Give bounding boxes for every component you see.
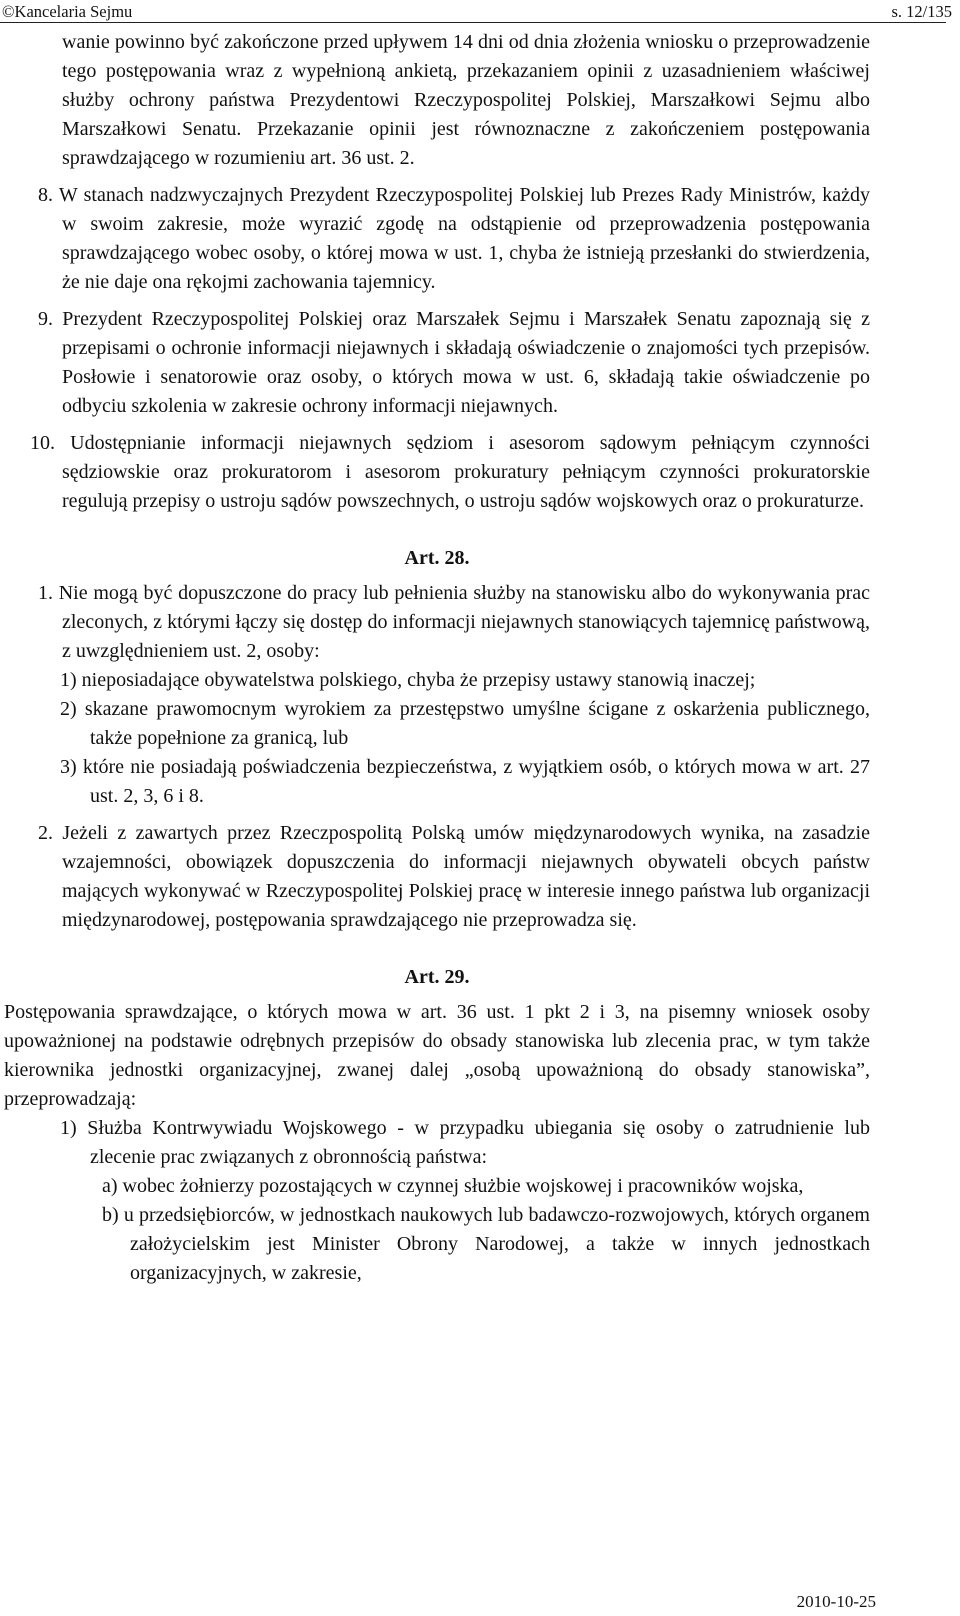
footer-date: 2010-10-25 <box>796 1592 876 1611</box>
art29-intro: Postępowania sprawdzające, o których mowa w art. 36 ust. 1 pkt 2 i 3, na pisemny wniosek osoby upoważnionej na podstawie odrębnych przepisów do obsady stanowiska lub zlecenia prac, w tym także kierownika jednostki organizacyjnej, zwanej dalej „osobą upoważnioną do obsady stanowiska”, przeprowadzają: <box>4 1001 870 1110</box>
article-29-title: Art. 29. <box>404 966 470 988</box>
art29-item-1b: b) u przedsiębiorców, w jednostkach naukowych lub badawczo-rozwojowych, których organem założycielskim jest Minister Obrony Narodowej, a także w innych jednostkach organizacyjnych, w zakresie, <box>102 1204 870 1284</box>
header-left: ©Kancelaria Sejmu <box>2 2 133 21</box>
continued-paragraph: wanie powinno być zakończone przed upływem 14 dni od dnia złożenia wniosku o przeprowadzenie tego postępowania wraz z wypełnioną ankietą, przekazaniem opinii z uzasadnieniem właściwej służby ochrony państwa Prezydentowi Rzeczypospolitej Polskiej, Marszałkowi Sejmu albo Marszałkowi Senatu. Przekazanie opinii jest równoznaczne z zakończeniem postępowania sprawdzającego w rozumieniu art. 36 ust. 2. <box>62 31 870 169</box>
art29-item-1: 1) Służba Kontrwywiadu Wojskowego - w przypadku ubiegania się osoby o zatrudnienie lub zlecenie prac związanych z obronnością państwa: <box>60 1117 870 1168</box>
art28-paragraph-1: 1. Nie mogą być dopuszczone do pracy lub pełnienia służby na stanowisku albo do wykonywania prac zleconych, z którymi łączy się dostęp do informacji niejawnych stanowiących tajemnicę państwową, z uwzględnieniem ust. 2, osoby: <box>38 582 870 662</box>
art28-item-3: 3) które nie posiadają poświadczenia bezpieczeństwa, z wyjątkiem osób, o których mowa w art. 27 ust. 2, 3, 6 i 8. <box>60 756 870 807</box>
article-28-title: Art. 28. <box>404 547 470 569</box>
art28-item-1: 1) nieposiadające obywatelstwa polskiego, chyba że przepisy ustawy stanowią inaczej; <box>60 669 756 691</box>
art28-paragraph-2: 2. Jeżeli z zawartych przez Rzeczpospolitą Polską umów międzynarodowych wynika, na zasadzie wzajemności, obowiązek dopuszczenia do informacji niejawnych obywateli obcych państw mających wykonywać w Rzeczypospolitej Polskiej pracę w interesie innego państwa lub organizacji międzynarodowej, postępowania sprawdzającego nie przeprowadza się. <box>38 822 870 931</box>
page-number: s. 12/135 <box>891 2 952 21</box>
art29-item-1a: a) wobec żołnierzy pozostających w czynnej służbie wojskowej i pracowników wojska, <box>102 1175 804 1197</box>
header-rule <box>0 22 946 23</box>
paragraph-8: 8. W stanach nadzwyczajnych Prezydent Rzeczypospolitej Polskiej lub Prezes Rady Ministrów, każdy w swoim zakresie, może wyrazić zgodę na odstąpienie od przeprowadzenia postępowania sprawdzającego wobec osoby, o której mowa w ust. 1, chyba że istnieją przesłanki do stwierdzenia, że nie daje ona rękojmi zachowania tajemnicy. <box>38 184 870 293</box>
document-body <box>4 28 870 1288</box>
art28-item-2: 2) skazane prawomocnym wyrokiem za przestępstwo umyślne ścigane z oskarżenia publicznego, także popełnione za granicą, lub <box>60 698 870 749</box>
paragraph-9: 9. Prezydent Rzeczypospolitej Polskiej oraz Marszałek Sejmu i Marszałek Senatu zapoznają się z przepisami o ochronie informacji niejawnych i składają oświadczenie o znajomości tych przepisów. Posłowie i senatorowie oraz osoby, o których mowa w ust. 6, składają takie oświadczenie po odbyciu szkolenia w zakresie ochrony informacji niejawnych. <box>38 308 870 417</box>
paragraph-10: 10. Udostępnianie informacji niejawnych sędziom i asesorom sądowym pełniącym czynności sędziowskie oraz prokuratorom i asesorom prokuratury pełniącym czynności prokuratorskie regulują przepisy o ustroju sądów powszechnych, o ustroju sądów wojskowych oraz o prokuraturze. <box>30 432 870 512</box>
